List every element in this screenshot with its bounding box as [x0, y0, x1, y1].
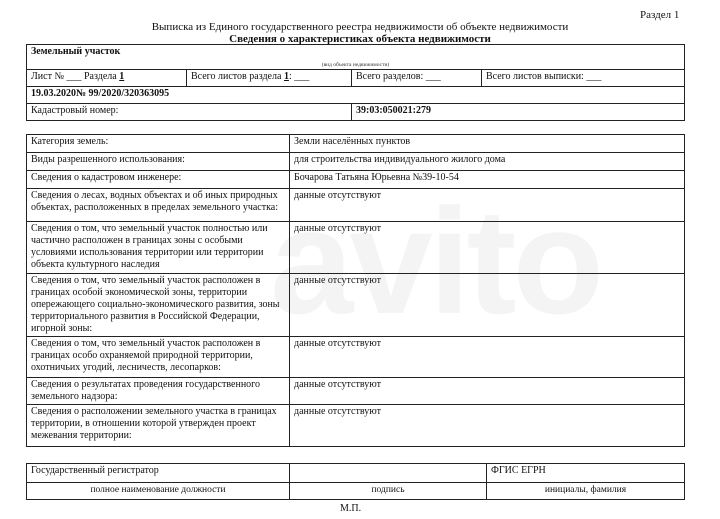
- row-value: Земли населённых пунктов: [290, 135, 685, 153]
- total-section-sheets: Всего листов раздела 1: ___: [187, 70, 352, 87]
- row-label: Сведения о том, что земельный участок расположен в границах особо охраняемой природной территории, охотничьих угодий, лесничеств, лесопарков:: [27, 337, 290, 378]
- row-label: Сведения о лесах, водных объектах и об иных природных объектах, расположенных в пределах земельного участка:: [27, 189, 290, 222]
- caption-position: полное наименование должности: [27, 483, 290, 500]
- row-value: данные отсутствуют: [290, 189, 685, 222]
- row-label: Виды разрешенного использования:: [27, 153, 290, 171]
- row-value: данные отсутствуют: [290, 274, 685, 337]
- row-label: Сведения о расположении земельного участка в границах территории, в отношении которой утвержден проект межевания территории:: [27, 405, 290, 447]
- document-subtitle: Сведения о характеристиках объекта недвижимости: [229, 33, 491, 45]
- row-value: данные отсутствуют: [290, 222, 685, 274]
- table-row: [27, 405, 685, 447]
- date-number: 19.03.2020№ 99/2020/320363095: [27, 87, 685, 104]
- table-row: [27, 337, 685, 378]
- caption-name: инициалы, фамилия: [487, 483, 685, 500]
- row-value: данные отсутствуют: [290, 405, 685, 447]
- sheet-number: Лист № ___ Раздела 1: [27, 70, 187, 87]
- row-label: Сведения о результатах проведения государственного земельного надзора:: [27, 378, 290, 405]
- header-table: [26, 44, 685, 121]
- registrar-position: Государственный регистратор: [27, 464, 290, 483]
- document-title: Выписка из Единого государственного реестра недвижимости об объекте недвижимости: [151, 21, 569, 33]
- table-row: [27, 171, 685, 189]
- row-label: Сведения о том, что земельный участок полностью или частично расположен в границах зоны с особыми условиями использования территории или территории объекта культурного наследия: [27, 222, 290, 274]
- table-row: [27, 378, 685, 405]
- row-label: Сведения о том, что земельный участок расположен в границах особой экономической зоны, территории опережающего социально-экономического развития, зоны территориального развития в Российской Федерации, игорной зоны:: [27, 274, 290, 337]
- cadastral-label: Кадастровый номер:: [27, 104, 352, 121]
- signature-field: [290, 464, 487, 483]
- signature-table: [26, 463, 685, 500]
- caption-signature: подпись: [290, 483, 487, 500]
- row-value: для строительства индивидуального жилого дома: [290, 153, 685, 171]
- row-value: Бочарова Татьяна Юрьевна №39-10-54: [290, 171, 685, 189]
- row-value: данные отсутствуют: [290, 378, 685, 405]
- table-row: [27, 189, 685, 222]
- object-type: Земельный участок: [27, 45, 685, 62]
- registrar-org: ФГИС ЕГРН: [487, 464, 685, 483]
- cadastral-number: 39:03:050021:279: [352, 104, 685, 121]
- total-extract-sheets: Всего листов выписки: ___: [482, 70, 685, 87]
- row-value: данные отсутствуют: [290, 337, 685, 378]
- characteristics-table: [26, 134, 685, 447]
- table-row: [27, 135, 685, 153]
- total-sections: Всего разделов: ___: [352, 70, 482, 87]
- table-row: [27, 274, 685, 337]
- object-type-caption: (вид объекта недвижимости): [27, 61, 685, 70]
- table-row: [27, 153, 685, 171]
- stamp-place: М.П.: [340, 503, 362, 514]
- table-row: [27, 222, 685, 274]
- section-label: Раздел 1: [640, 9, 680, 21]
- row-label: Сведения о кадастровом инженере:: [27, 171, 290, 189]
- row-label: Категория земель:: [27, 135, 290, 153]
